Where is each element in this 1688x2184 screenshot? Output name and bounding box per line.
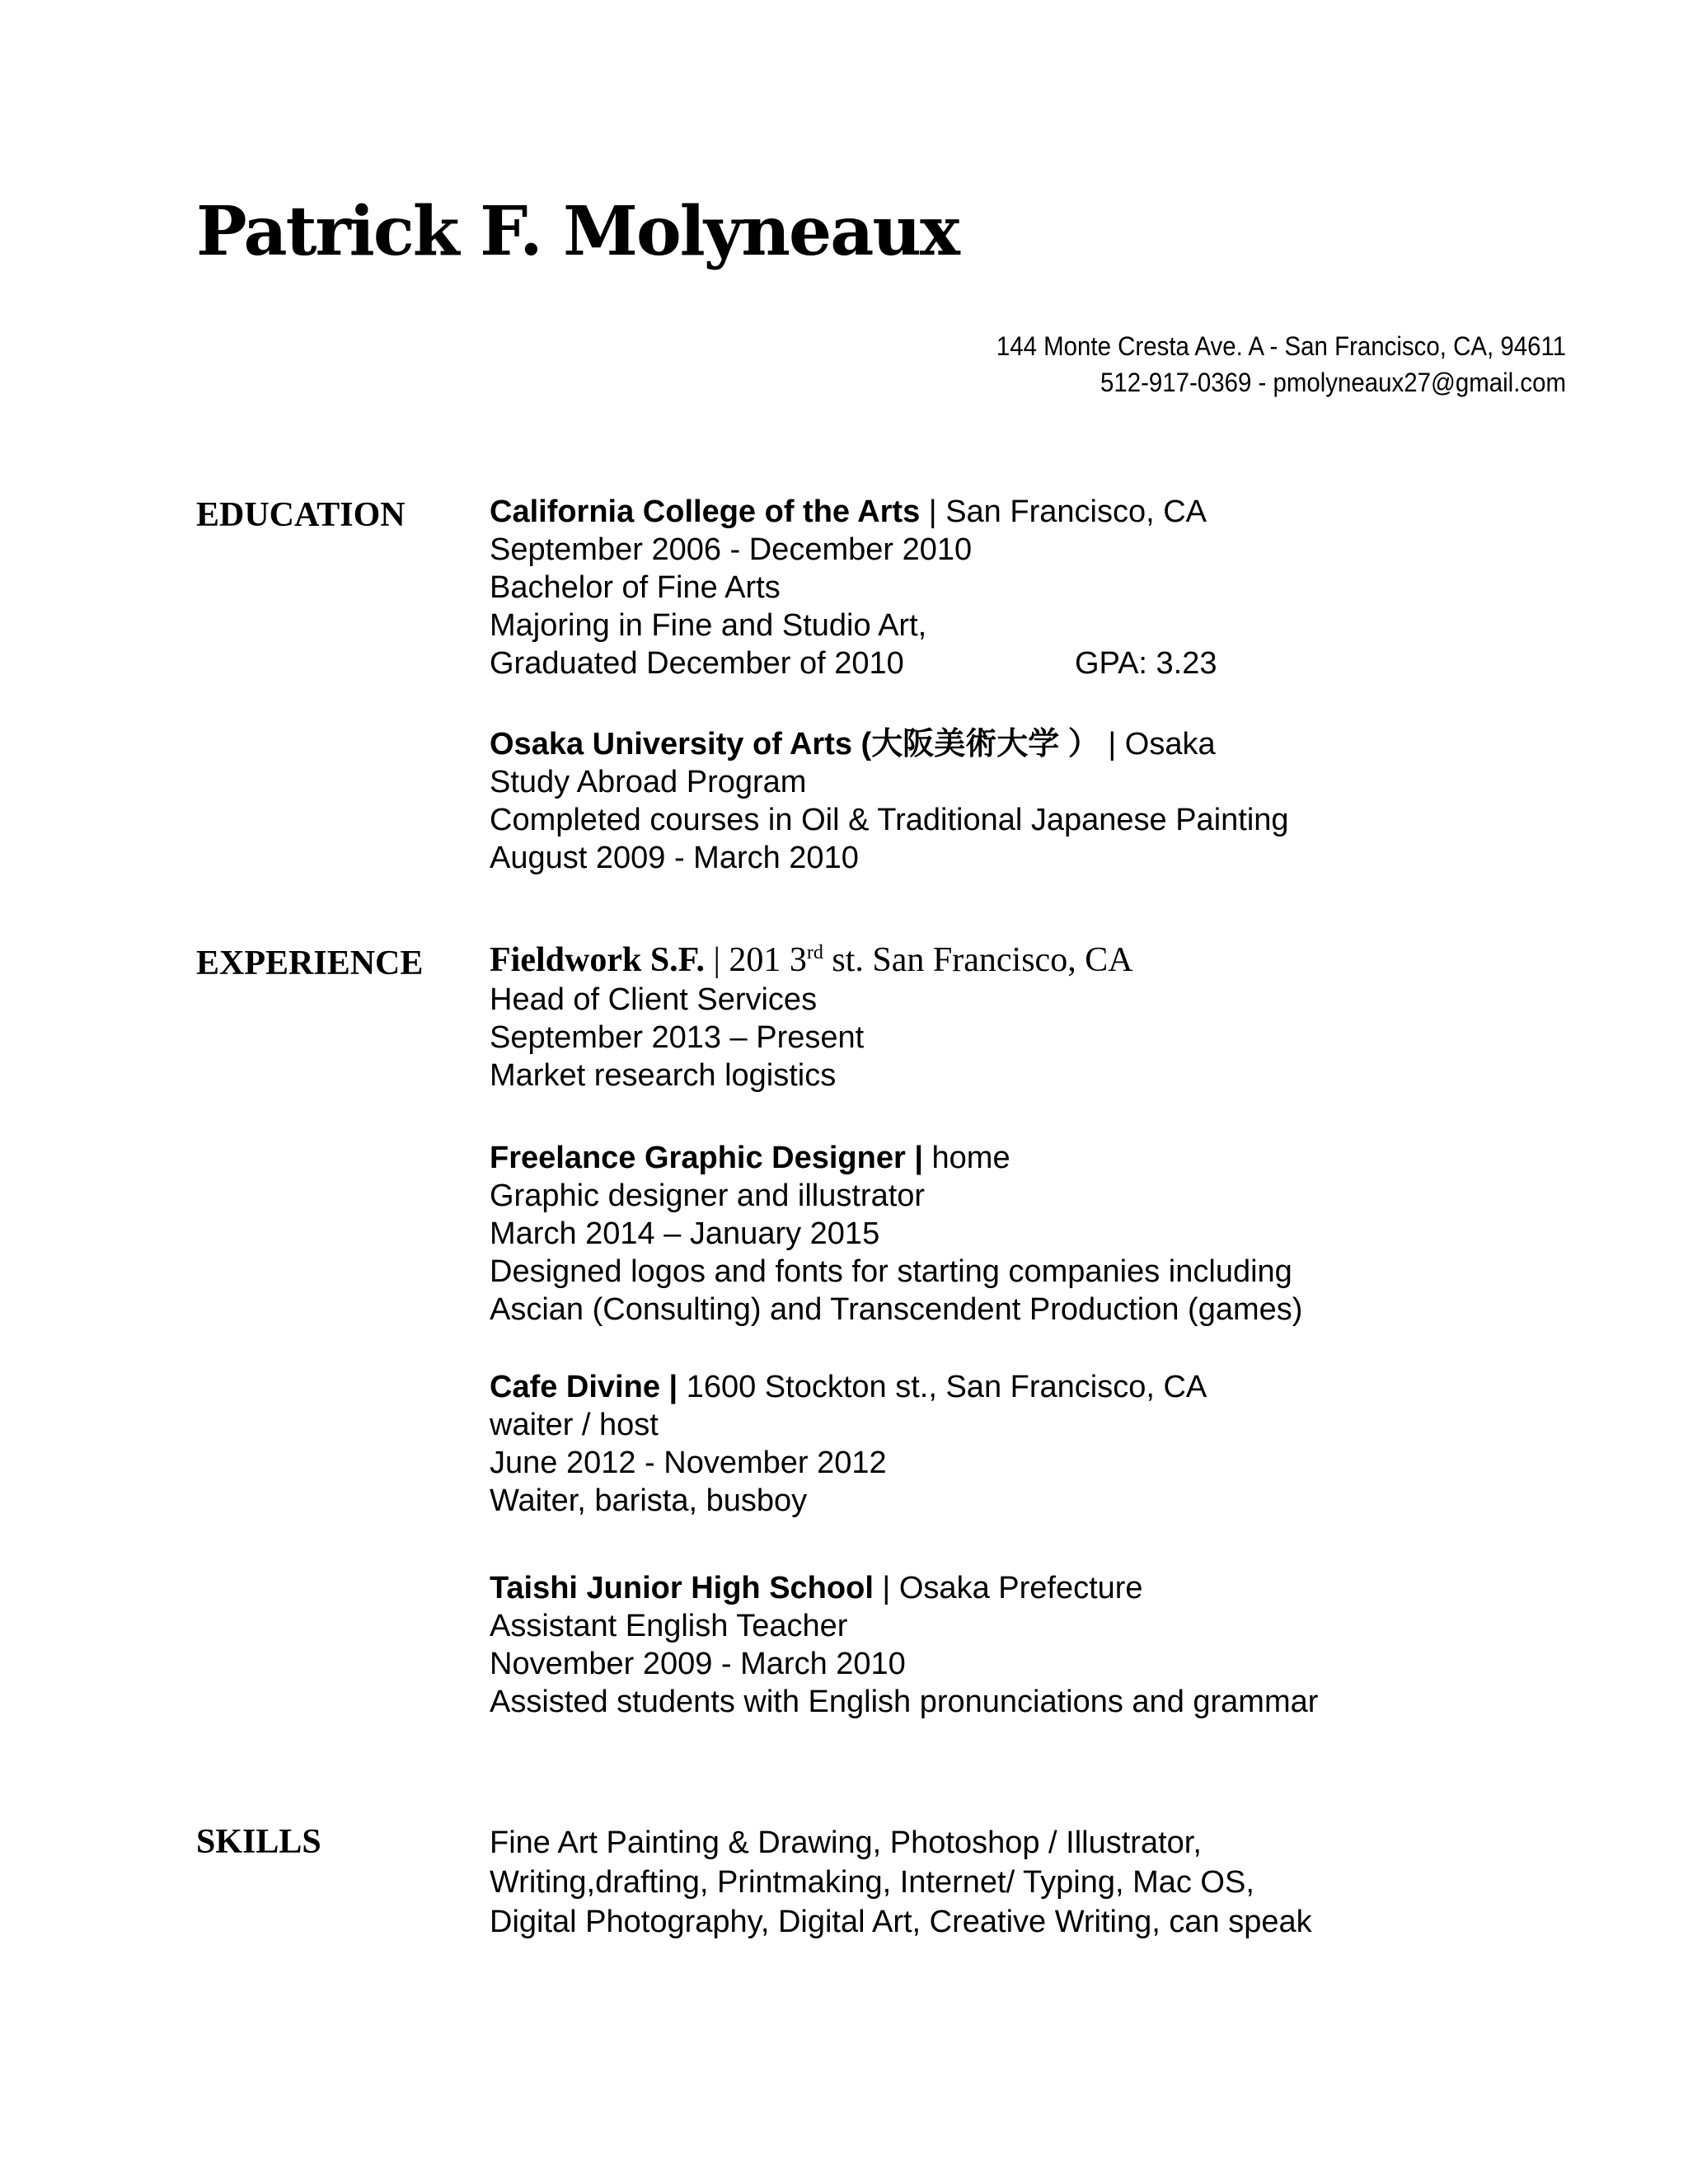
entry-line: June 2012 - November 2012: [490, 1446, 887, 1480]
skills-line: Writing,drafting, Printmaking, Internet/ Typing, Mac OS,: [490, 1865, 1254, 1900]
entry-line: Assisted students with English pronunciations and grammar: [490, 1685, 1319, 1719]
entry-separator: |: [920, 494, 946, 529]
entry-org: Osaka University of Arts (大阪美術大学 ）: [490, 727, 1100, 762]
experience-heading: EXPERIENCE: [196, 944, 424, 982]
entry-line: August 2009 - March 2010: [490, 841, 859, 875]
entry-location: Osaka: [1124, 727, 1216, 762]
skills-line: Digital Photography, Digital Art, Creative Writing, can speak: [490, 1905, 1312, 1939]
applicant-name: Patrick F. Molyneaux: [196, 192, 959, 271]
entry-line: Ascian (Consulting) and Transcendent Production (games): [490, 1292, 1303, 1327]
entry-location: Osaka Prefecture: [898, 1571, 1143, 1605]
entry-location-suffix: st. San Francisco, CA: [823, 941, 1133, 979]
entry-line: Market research logistics: [490, 1058, 837, 1093]
entry-line: Completed courses in Oil & Traditional Japanese Painting: [490, 803, 1289, 837]
contact-block: [808, 328, 1566, 401]
entry-line: Bachelor of Fine Arts: [490, 570, 781, 605]
entry-title-line: [490, 1368, 1561, 1406]
graduated-text: Graduated December of 2010: [490, 646, 904, 681]
entry-location: San Francisco, CA: [945, 494, 1207, 529]
address: 144 Monte Cresta Ave. A - San Francisco, CA, 94611: [996, 331, 1566, 361]
skills-line: Fine Art Painting & Drawing, Photoshop / Illustrator,: [490, 1825, 1202, 1860]
entry-line: Assistant English Teacher: [490, 1609, 848, 1643]
entry-line: Study Abroad Program: [490, 765, 807, 799]
entry-separator: [678, 1370, 687, 1404]
entry-title-line: [490, 1139, 1561, 1177]
entry-line: Majoring in Fine and Studio Art,: [490, 608, 927, 643]
entry-line: March 2014 – January 2015: [490, 1216, 880, 1251]
entry-title-line: [490, 940, 1561, 981]
entry-line: Designed logos and fonts for starting companies including: [490, 1254, 1292, 1289]
entry-separator: |: [873, 1571, 899, 1605]
skills-heading: SKILLS: [196, 1823, 321, 1861]
entry-location: home: [931, 1141, 1010, 1175]
entry-org: Freelance Graphic Designer |: [490, 1141, 923, 1175]
entry-line: September 2013 – Present: [490, 1020, 865, 1055]
experience-entry-freelance: [490, 1139, 1561, 1329]
skills-list: [490, 1823, 1561, 1942]
entry-line: September 2006 - December 2010: [490, 532, 973, 567]
entry-separator: [923, 1141, 932, 1175]
entry-org: Fieldwork S.F.: [490, 941, 705, 979]
entry-title-line: [490, 725, 1561, 763]
education-entry-osaka: [490, 725, 1561, 877]
experience-entry-cafe-divine: [490, 1368, 1561, 1520]
entry-title-line: [490, 1569, 1561, 1607]
education-entry-cca: [490, 493, 1561, 682]
entry-line: Graphic designer and illustrator: [490, 1179, 926, 1213]
entry-separator: |: [704, 941, 729, 979]
experience-entry-fieldwork: [490, 940, 1561, 1094]
entry-line: [490, 644, 1561, 682]
entry-line: Waiter, barista, busboy: [490, 1483, 808, 1518]
ordinal-suffix: rd: [806, 942, 823, 963]
entry-line: waiter / host: [490, 1408, 659, 1442]
entry-line: Head of Client Services: [490, 982, 818, 1017]
experience-entry-taishi: [490, 1569, 1561, 1721]
entry-line: November 2009 - March 2010: [490, 1647, 906, 1681]
entry-location-prefix: 201 3: [729, 941, 807, 979]
entry-separator: |: [1099, 727, 1125, 762]
education-heading: EDUCATION: [196, 496, 406, 534]
entry-org: California College of the Arts: [490, 494, 921, 529]
entry-org: Cafe Divine |: [490, 1370, 678, 1404]
entry-title-line: [490, 493, 1561, 531]
gpa-text: GPA: 3.23: [1075, 646, 1217, 681]
entry-location: 1600 Stockton st., San Francisco, CA: [686, 1370, 1207, 1404]
entry-org: Taishi Junior High School: [490, 1571, 874, 1605]
phone-email: 512-917-0369 - pmolyneaux27@gmail.com: [1100, 368, 1566, 397]
